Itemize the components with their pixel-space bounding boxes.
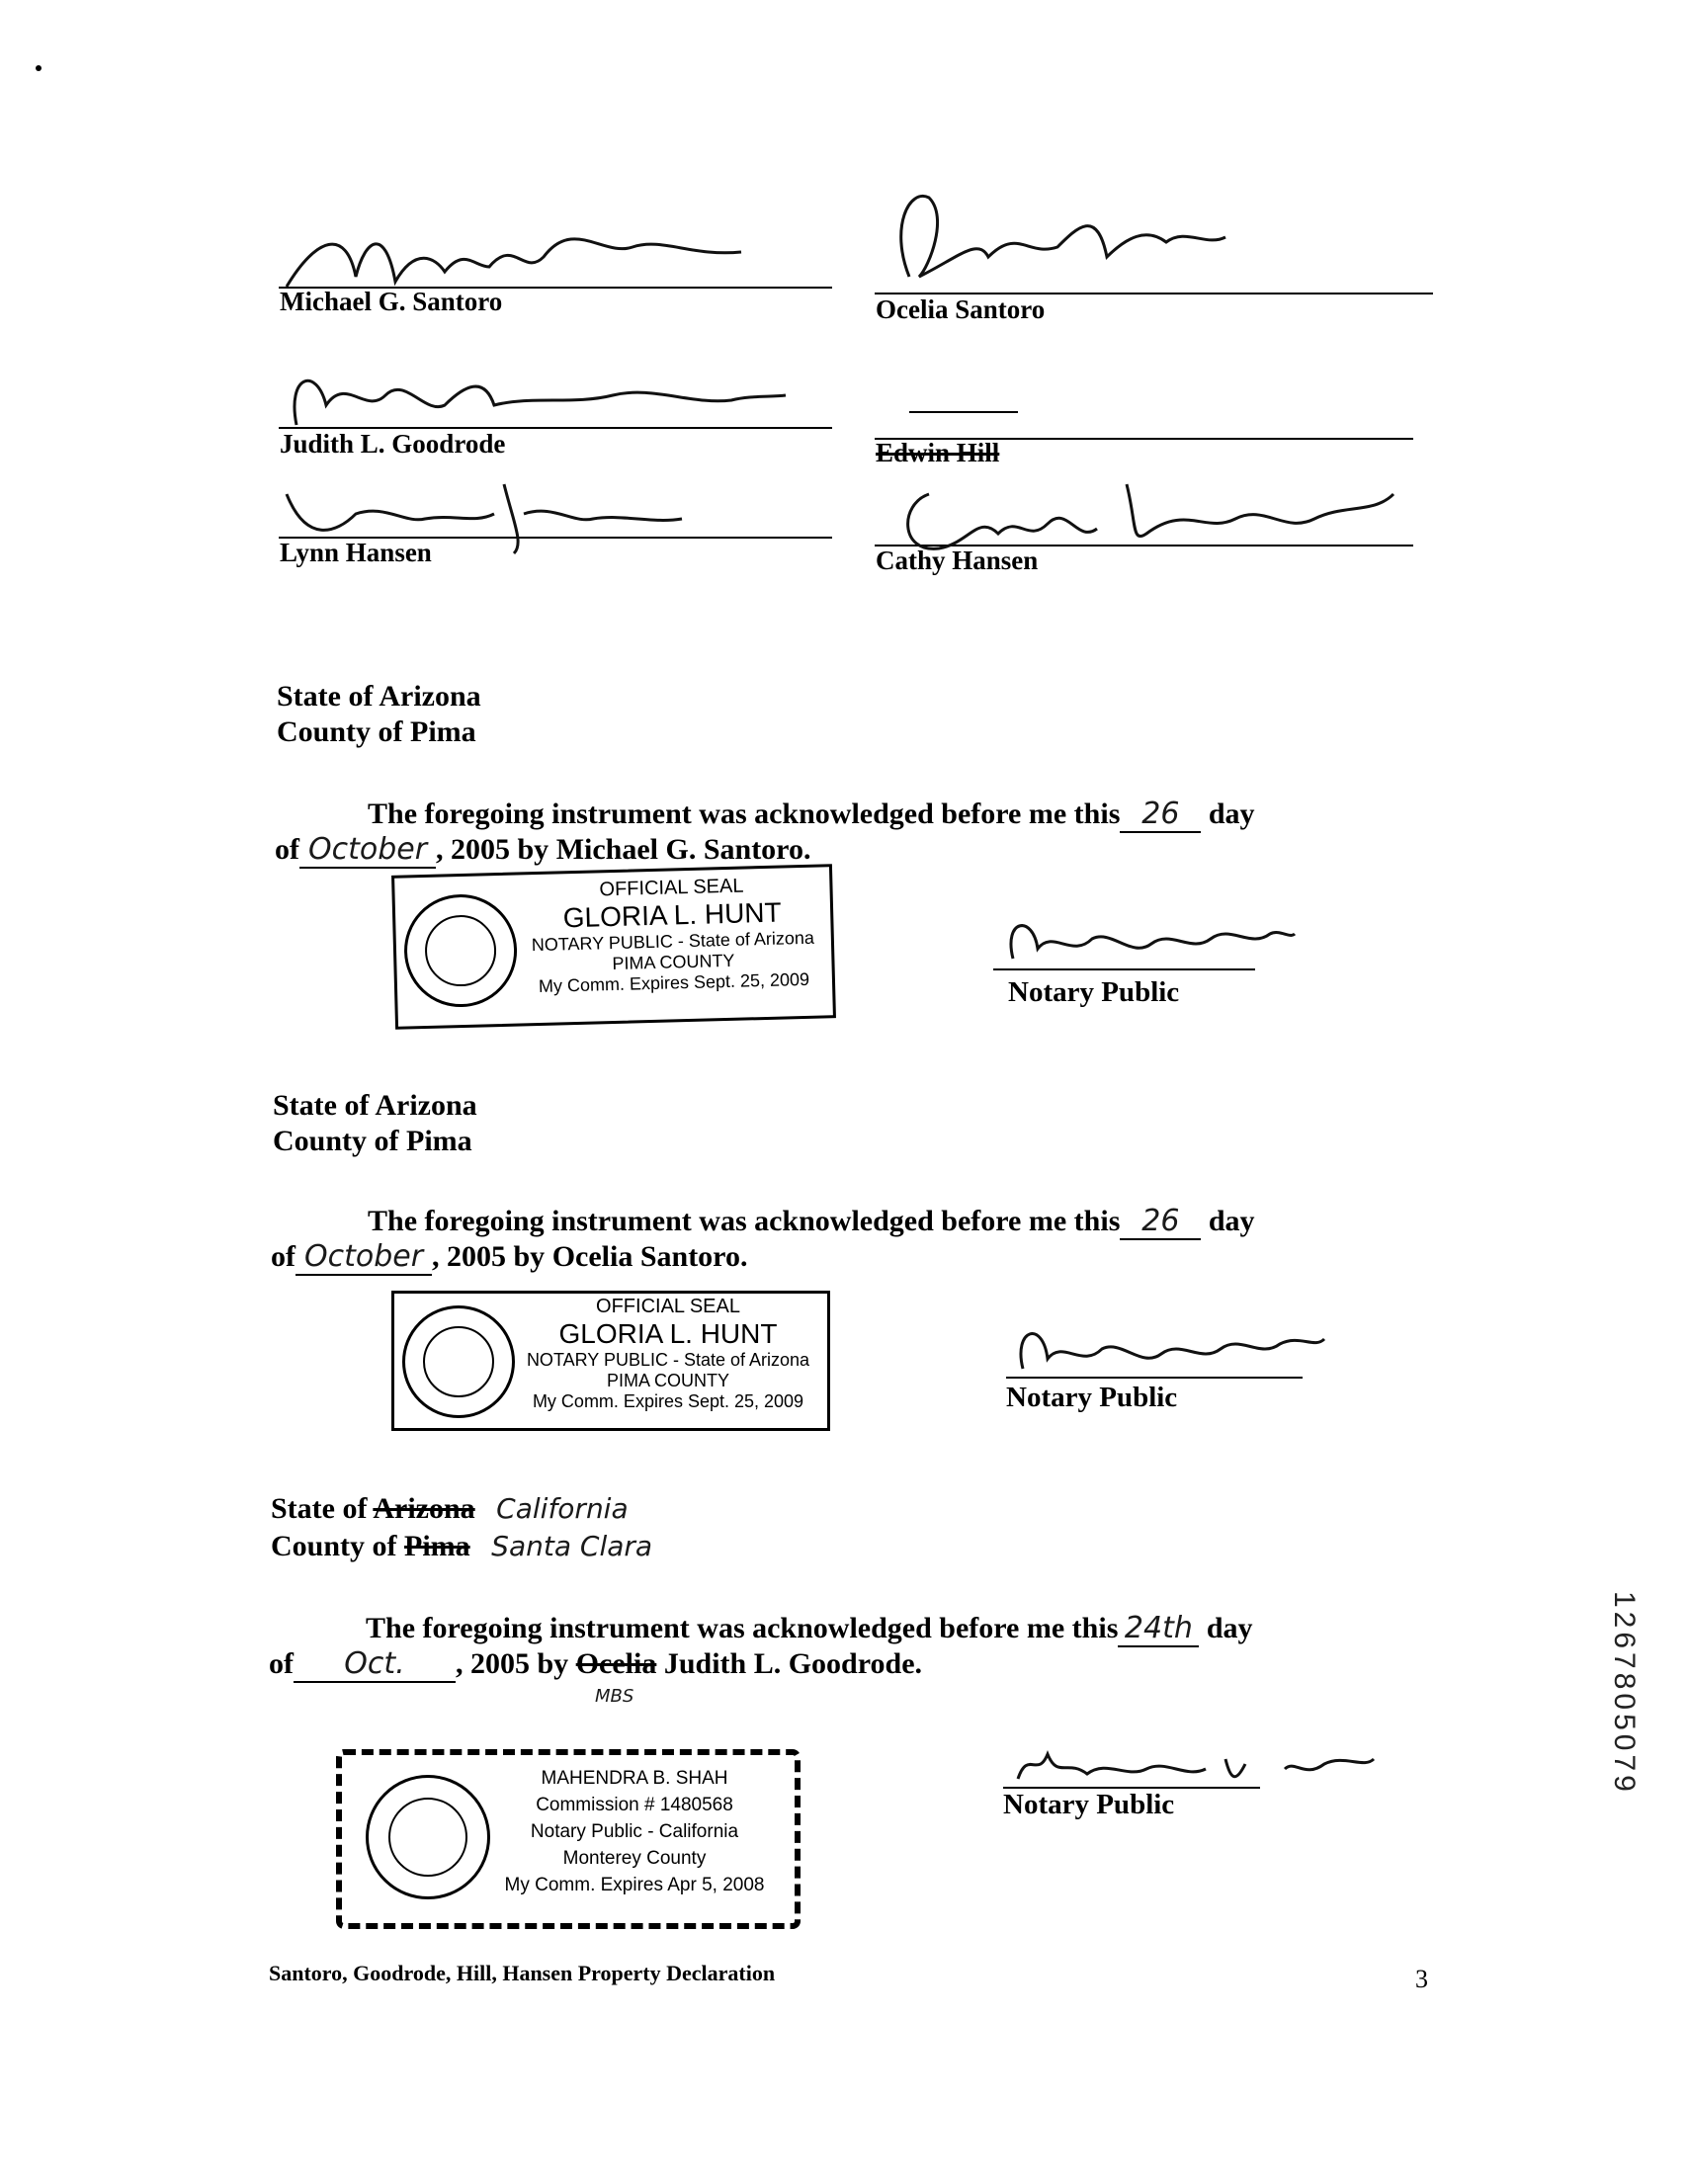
notary-seal [391,864,836,1030]
month-field: October [295,1239,432,1276]
acknowledgment-text [368,797,1255,833]
scan-speck [36,65,42,71]
year-by: , 2005 by [456,1647,569,1680]
acknowledgment-text-2 [269,1646,922,1683]
acknowledgment-sentence: The foregoing instrument was acknowledged before me this [366,1612,1119,1644]
county-label: County of [273,1125,399,1157]
seal-commission: Commission # 1480568 [536,1795,733,1815]
seal-notary-name: GLORIA L. HUNT [562,896,783,934]
seal-line: PIMA COUNTY [606,1371,729,1390]
state-line [273,1089,477,1123]
day-word: day [1208,1205,1255,1237]
acknowledgment-text [368,1204,1255,1240]
seal-line: NOTARY PUBLIC - State of Arizona [531,927,815,956]
seal-line: OFFICIAL SEAL [599,875,744,901]
acknowledgment-text-2 [271,1239,747,1276]
handwritten-initials: MBS [595,1686,634,1707]
county-value-struck: Pima [404,1530,470,1562]
notary-public-label: Notary Public [1008,976,1180,1008]
signer-name: Ocelia Santoro [876,294,1046,324]
signer-name: Michael G. Santoro. [555,833,811,866]
month-field: October [299,832,436,869]
seal-expiry: My Comm. Expires Sept. 25, 2009 [532,1391,804,1411]
acknowledgment-text [366,1611,1253,1647]
day-field: 26 [1120,1204,1201,1240]
county-label: County of [271,1530,397,1562]
state-label: State of [277,680,374,713]
state-line [277,680,481,714]
county-value: Pima [410,715,476,748]
state-label: State of [273,1089,370,1122]
notary-handwritten-signature [993,909,1300,978]
page-number: 3 [1415,1965,1428,1993]
seal-expiry: My Comm. Expires Apr 5, 2008 [504,1875,765,1895]
signer-name: Michael G. Santoro [280,287,503,316]
signer-name: Cathy Hansen [876,546,1039,575]
document-footer-title: Santoro, Goodrode, Hill, Hansen Property Declaration [269,1961,776,1985]
state-value: Arizona [375,1089,477,1122]
signer-name: Judith L. Goodrode. [663,1647,923,1680]
state-value-struck: Arizona [373,1492,475,1525]
of-word: of [275,833,299,866]
acknowledgment-sentence: The foregoing instrument was acknowledged before me this [368,798,1121,830]
acknowledgment-sentence: The foregoing instrument was acknowledged before me this [368,1205,1121,1237]
notary-seal [391,1291,830,1431]
acknowledgment-text-2 [275,832,810,869]
state-handwritten: California [496,1492,629,1525]
notary-public-label: Notary Public [1003,1789,1175,1820]
county-label: County of [277,715,403,748]
county-value: Pima [406,1125,472,1157]
state-seal-emblem [403,893,519,1009]
seal-line: Notary Public - California [530,1821,739,1842]
seal-notary-name: MAHENDRA B. SHAH [541,1768,728,1789]
county-line [273,1125,472,1158]
notary-seal [336,1749,801,1929]
signer-name: Judith L. Goodrode [280,429,506,459]
struck-signer-name: Ocelia [575,1647,657,1680]
seal-line: PIMA COUNTY [612,950,735,974]
short-line [909,411,1018,413]
county-line [277,715,476,749]
state-label: State of [271,1492,368,1525]
of-word: of [271,1240,295,1273]
seal-notary-name: GLORIA L. HUNT [558,1318,778,1349]
county-handwritten: Santa Clara [491,1530,653,1562]
month-field: Oct. [294,1646,456,1683]
seal-line: NOTARY PUBLIC - State of Arizona [526,1350,810,1370]
county-line [271,1530,652,1563]
year-by: , 2005 by [436,833,549,866]
seal-line: Monterey County [562,1848,707,1869]
notary-public-label: Notary Public [1006,1382,1178,1413]
year-by: , 2005 by [432,1240,546,1273]
day-field: 26 [1120,797,1201,833]
seal-expiry: My Comm. Expires Sept. 25, 2009 [538,968,810,997]
state-line [271,1492,629,1526]
signer-name-struck: Edwin Hill [876,438,1000,467]
day-word: day [1206,1612,1253,1644]
state-seal-emblem [366,1775,490,1899]
day-field: 24th [1118,1611,1199,1647]
day-word: day [1208,798,1255,830]
seal-line: OFFICIAL SEAL [596,1296,740,1317]
notary-handwritten-signature [1003,1314,1329,1384]
state-value: Arizona [379,680,481,713]
signer-name: Ocelia Santoro. [551,1240,748,1273]
document-id-stamp: 1267805079 [1608,1591,1641,1796]
of-word: of [269,1647,294,1680]
signer-name: Lynn Hansen [280,538,432,567]
state-seal-emblem [402,1305,515,1418]
handwritten-signature [870,168,1265,306]
